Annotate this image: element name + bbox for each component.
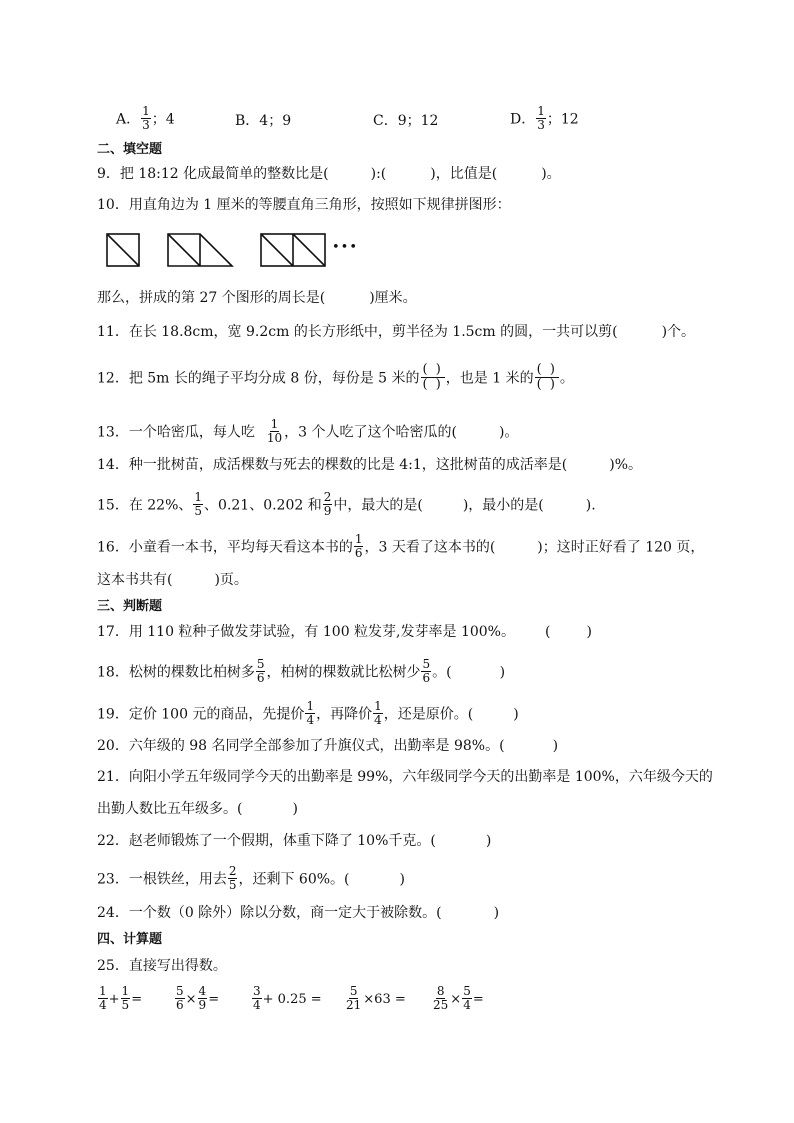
question-22: 22．赵老师锻炼了一个假期，体重下降了 10%千克。( ) — [97, 833, 492, 849]
question-10-tail: 那么，拼成的第 27 个图形的周长是( )厘米。 — [97, 290, 417, 306]
question-24: 24．一个数（0 除外）除以分数，商一定大于被除数。( ) — [97, 905, 500, 921]
question-23: 23．一根铁丝，用去 $\frac{2}{5}$ ，还剩下 60%。( ) — [97, 864, 405, 892]
calc-expr-3: $\frac{3}{4}$ + 0.25 = — [253, 984, 322, 1012]
choice-b: B．4；9 — [235, 113, 292, 129]
question-25: 25．直接写出得数。 — [97, 958, 227, 974]
question-12: 12．把 5m 长的绳子平均分成 8 份，每份是 5 米的 $\frac{( )}{( )}$ ，也是 1 米的 $\frac{( )}{( )}$ 。 — [97, 362, 574, 392]
question-15: 15．在 22%、 $\frac{1}{5}$ 、0.21、0.202 和 $\frac{2}{9}$ 中，最大的是( )，最小的是( ). — [97, 490, 596, 518]
question-21-tail: 出勤人数比五年级多。( ) — [97, 801, 298, 817]
question-13: 13．一个哈密瓜，每人吃 $\frac{1}{10}$ ，3 个人吃了这个哈密瓜的( )。 — [97, 417, 519, 445]
section-fill-heading: 二、填空题 — [97, 142, 163, 157]
calc-expr-4: $\frac{5}{21}$ ×63 = — [346, 984, 406, 1012]
question-16-tail: 这本书共有( )页。 — [97, 572, 248, 588]
question-20: 20．六年级的 98 名同学全部参加了升旗仪式，出勤率是 98%。( ) — [97, 738, 559, 754]
choice-c: C．9；12 — [373, 113, 439, 129]
question-11: 11．在长 18.8cm，宽 9.2cm 的长方形纸中，剪半径为 1.5cm 的圆，一共可以剪( )个。 — [97, 324, 696, 340]
pattern-ellipsis: ••• — [332, 240, 359, 255]
section-calc-heading: 四、计算题 — [97, 932, 163, 947]
calc-expr-2: $\frac{5}{6}$ × $\frac{4}{9}$ = — [176, 984, 220, 1012]
calc-expr-5: $\frac{8}{25}$ × $\frac{5}{4}$ = — [433, 984, 484, 1012]
question-9: 9．把 18:12 化成最简单的整数比是( ):( )，比值是( )。 — [97, 166, 561, 182]
question-16: 16．小童看一本书，平均每天看这本书的 $\frac{1}{6}$ ，3 天看了这本书的( )；这时正好看了 120 页， — [97, 532, 705, 560]
section-judge-heading: 三、判断题 — [97, 599, 163, 614]
choice-d: D． $\frac{1}{3}$ ；12 — [510, 104, 579, 132]
question-19: 19．定价 100 元的商品，先提价 $\frac{1}{4}$ ，再降价 $\frac{1}{4}$ ，还是原价。( ) — [97, 699, 519, 727]
triangle-pattern-figure — [100, 228, 370, 272]
question-14: 14．种一批树苗，成活棵数与死去的棵数的比是 4:1，这批树苗的成活率是( )%。 — [97, 457, 643, 473]
question-17: 17．用 110 粒种子做发芽试验，有 100 粒发芽,发芽率是 100%。 ( ) — [97, 624, 592, 640]
question-18: 18．松树的棵数比柏树多 $\frac{5}{6}$ ，柏树的棵数就比松树少 $\frac{5}{6}$ 。( ) — [97, 657, 506, 685]
calc-expr-1: $\frac{1}{4}$ + $\frac{1}{5}$ = — [99, 984, 143, 1012]
question-10: 10．用直角边为 1 厘米的等腰直角三角形，按照如下规律拼图形： — [97, 197, 511, 213]
question-21: 21．向阳小学五年级同学今天的出勤率是 99%，六年级同学今天的出勤率是 100%，六年级今天的 — [97, 769, 713, 785]
choice-a: A． $\frac{1}{3}$ ；4 — [116, 104, 175, 132]
